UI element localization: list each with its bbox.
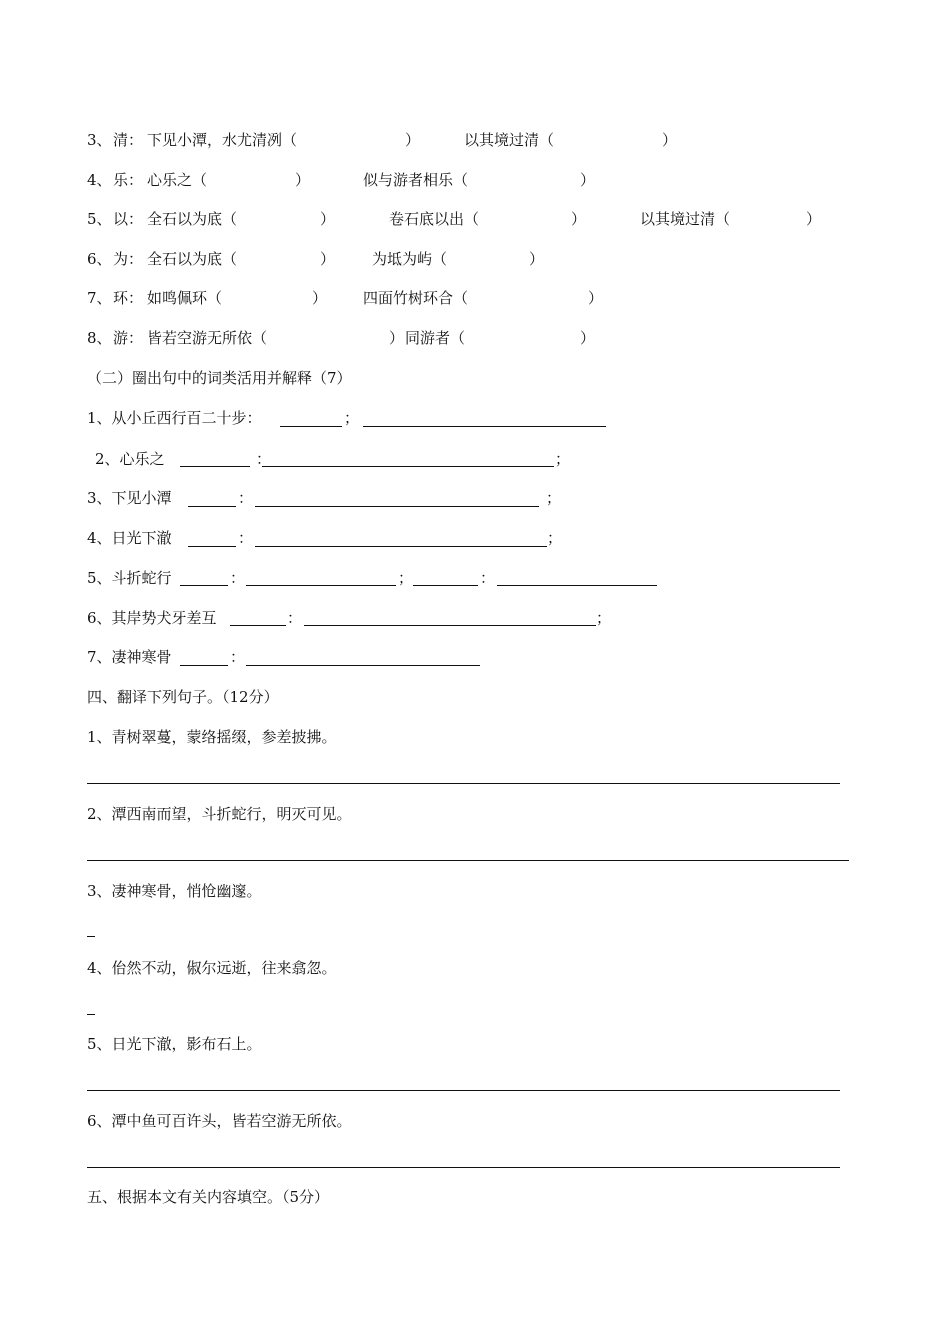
answer-line-3[interactable] <box>87 936 95 937</box>
usage-sentence: 7、凄神寒骨 <box>87 648 172 666</box>
item-sentence-3: 以其境过清（ <box>640 210 731 228</box>
item-number: 7、 <box>87 289 112 307</box>
usage-blank-explanation[interactable] <box>304 625 596 626</box>
section-4-heading: 四、翻译下列句子。（12分） <box>87 688 279 706</box>
usage-blank-word[interactable] <box>180 466 250 467</box>
usage-end: ； <box>546 489 562 507</box>
item-word: 乐： <box>113 171 144 189</box>
answer-line-1[interactable] <box>87 783 840 784</box>
item-close-2: ） <box>588 289 604 307</box>
item-close-1: ） <box>295 171 311 189</box>
translate-item-6: 6、潭中鱼可百许头，皆若空游无所依。 <box>87 1112 352 1130</box>
answer-line-4[interactable] <box>87 1014 95 1015</box>
usage-sentence: 1、从小丘西行百二十步： <box>87 409 262 427</box>
item-close-2: ） <box>580 329 596 347</box>
translate-item-2: 2、潭西南而望，斗折蛇行，明灭可见。 <box>87 805 352 823</box>
usage-blank-explanation[interactable] <box>262 466 554 467</box>
item-word: 以： <box>113 210 144 228</box>
item-close-1: ） <box>320 250 336 268</box>
item-sentence-2: 以其境过清（ <box>464 131 555 149</box>
usage-separator: ： <box>230 569 246 587</box>
usage-separator: ： <box>238 489 254 507</box>
usage-blank-explanation[interactable] <box>246 665 480 666</box>
item-close-1: ） <box>389 329 405 347</box>
usage-blank-word[interactable] <box>188 506 236 507</box>
item-sentence-2: 似与游者相乐（ <box>363 171 469 189</box>
usage-separator: ： <box>238 529 254 547</box>
section-2-heading: （二）圈出句中的词类活用并解释（7） <box>87 369 352 387</box>
usage-sentence: 5、斗折蛇行 <box>87 569 172 587</box>
answer-line-2[interactable] <box>87 860 849 861</box>
item-word: 为： <box>113 250 144 268</box>
item-word: 游： <box>113 329 144 347</box>
item-close-1: ） <box>405 131 421 149</box>
item-word: 清： <box>113 131 144 149</box>
usage-separator-3: ： <box>480 569 496 587</box>
usage-blank-word[interactable] <box>188 546 236 547</box>
section-5-heading: 五、根据本文有关内容填空。（5分） <box>87 1188 330 1206</box>
usage-separator-2: ； <box>398 569 414 587</box>
item-sentence-2: 同游者（ <box>405 329 466 347</box>
item-number: 8、 <box>87 329 112 347</box>
item-word: 环： <box>113 289 144 307</box>
answer-line-5[interactable] <box>87 1090 840 1091</box>
item-close-2: ） <box>529 250 545 268</box>
usage-blank-word[interactable] <box>230 625 286 626</box>
item-number: 5、 <box>87 210 112 228</box>
usage-blank-explanation[interactable] <box>246 585 396 586</box>
usage-sentence: 6、其岸势犬牙差互 <box>87 609 217 627</box>
usage-end: ； <box>555 450 571 468</box>
usage-blank-explanation[interactable] <box>255 506 539 507</box>
item-close-2: ） <box>662 131 678 149</box>
answer-line-6[interactable] <box>87 1167 840 1168</box>
item-sentence-1: 全石以为底（ <box>147 250 238 268</box>
usage-sentence: 2、心乐之 <box>95 450 165 468</box>
usage-blank-explanation[interactable] <box>363 426 606 427</box>
item-sentence-2: 卷石底以出（ <box>389 210 480 228</box>
item-sentence-1: 如鸣佩环（ <box>147 289 223 307</box>
item-close-1: ） <box>312 289 328 307</box>
usage-blank-word[interactable] <box>180 585 228 586</box>
item-sentence-1: 下见小潭，水尤清冽（ <box>147 131 298 149</box>
usage-blank-word[interactable] <box>180 665 228 666</box>
translate-item-4: 4、佁然不动，俶尔远逝，往来翕忽。 <box>87 959 337 977</box>
item-close-2: ） <box>580 171 596 189</box>
translate-item-3: 3、凄神寒骨，悄怆幽邃。 <box>87 882 262 900</box>
usage-separator: ： <box>230 648 246 666</box>
usage-blank-word-2[interactable] <box>413 585 478 586</box>
usage-blank-explanation-2[interactable] <box>497 585 657 586</box>
item-number: 3、 <box>87 131 112 149</box>
usage-blank-explanation[interactable] <box>255 546 547 547</box>
usage-separator: ： <box>256 450 272 468</box>
item-sentence-1: 皆若空游无所依（ <box>147 329 268 347</box>
usage-blank-word[interactable] <box>280 426 342 427</box>
item-close-3: ） <box>806 210 822 228</box>
usage-sentence: 4、日光下澈 <box>87 529 172 547</box>
translate-item-5: 5、日光下澈，影布石上。 <box>87 1035 262 1053</box>
item-number: 6、 <box>87 250 112 268</box>
item-close-2: ） <box>571 210 587 228</box>
item-close-1: ） <box>320 210 336 228</box>
item-number: 4、 <box>87 171 112 189</box>
item-sentence-1: 全石以为底（ <box>147 210 238 228</box>
item-sentence-1: 心乐之（ <box>147 171 208 189</box>
translate-item-1: 1、青树翠蔓，蒙络摇缀，参差披拂。 <box>87 728 337 746</box>
usage-end: ； <box>547 529 563 547</box>
item-sentence-2: 为坻为屿（ <box>372 250 448 268</box>
usage-end: ； <box>596 609 612 627</box>
usage-separator: ： <box>287 609 303 627</box>
usage-separator: ； <box>344 409 360 427</box>
usage-sentence: 3、下见小潭 <box>87 489 172 507</box>
item-sentence-2: 四面竹树环合（ <box>363 289 469 307</box>
